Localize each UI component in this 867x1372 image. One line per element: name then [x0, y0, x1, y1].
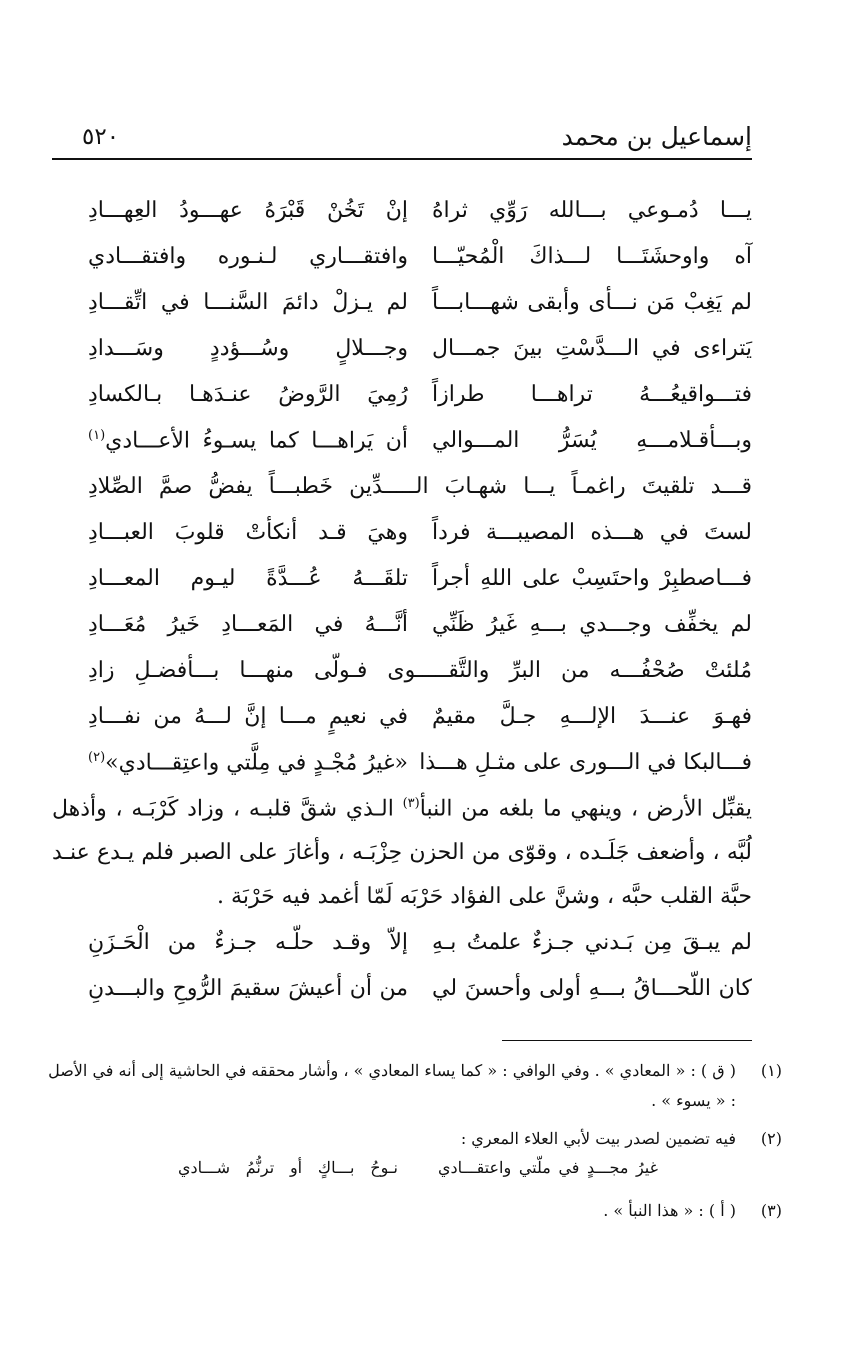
- verse-5: [88, 382, 752, 428]
- verse-text: «غيرُ مُجْـدٍ في مِلَّتي واعتِقـــادي»: [105, 750, 408, 776]
- footnote-text: ( أ ) : « هذا النبأ » .: [603, 1201, 736, 1220]
- prose-paragraph: [52, 782, 752, 919]
- poem-block-2: [88, 930, 752, 1022]
- verse-11: [88, 658, 752, 704]
- verse-second-hemistich: في نعيمٍ مـــا إنَّ لـــهُ من نفـــادِ: [88, 704, 408, 729]
- footnote-verse: [40, 1158, 782, 1188]
- footnote-marker: (٣): [402, 796, 420, 811]
- running-title: إسماعيل بن محمد: [561, 122, 752, 151]
- verse-8: [88, 520, 752, 566]
- footnote-verse-second: نـوحُ بـــاكٍ أو ترنُّمُ شـــادي: [178, 1158, 398, 1177]
- verse-first-hemistich: فتـــواقيعُـــهُ تراهـــا طرازاً: [432, 382, 752, 407]
- poem-block-1: [88, 198, 752, 796]
- verse-first-hemistich: فـــاصطبِرْ واحتَسِبْ على اللهِ أجراً: [432, 566, 752, 591]
- verse-first-hemistich: فـــالبكا في الـــورى على مثـلِ هـــذا: [419, 750, 752, 775]
- verse-3: [88, 290, 752, 336]
- footnote-number: (٣): [760, 1201, 782, 1220]
- verse-first-hemistich: وبـــأقـلامـــهِ يُسَرُّ المـــوالي: [432, 428, 752, 453]
- verse-first-hemistich: لم يخفِّف وجـــدي بـــهِ غَيرُ ظَنِّي: [432, 612, 752, 637]
- footnote-marker: (١): [88, 428, 106, 443]
- verse-first-hemistich: يـــا دُمـوعي بـــالله رَوِّي ثراهُ: [432, 198, 752, 223]
- verse-12: [88, 704, 752, 750]
- verse-full-line: مُلئتْ صُحْفُـــه من البرِّ والتَّقـــــوى فـولّى منهـــا بـــأفضـلِ زادِ: [88, 658, 752, 683]
- footnote-text: فيه تضمين لصدر بيت لأبي العلاء المعري :: [460, 1129, 736, 1148]
- verse-second-hemistich: إنْ تَخُنْ قَبْرَهُ عهـــودُ العِهـــادِ: [88, 198, 408, 223]
- verse-first-hemistich: كان اللّحـــاقُ بـــهِ أولى وأحسنَ لي: [432, 976, 752, 1001]
- footnote-3: [40, 1196, 782, 1226]
- verse-2: [88, 244, 752, 290]
- verse-first-hemistich: لستَ في هـــذه المصيبـــة فرداً: [432, 520, 752, 545]
- footnote-divider: [502, 1040, 752, 1041]
- verse-2: [88, 976, 752, 1022]
- verse-text: أن يَراهـــا كما يسـوءُ الأعـــادي: [105, 428, 408, 454]
- verse-6: [88, 428, 752, 474]
- verse-second-hemistich: تلقَـــهُ عُـــدَّةً ليـوم المعـــادِ: [88, 566, 408, 591]
- verse-1: [88, 930, 752, 976]
- verse-first-hemistich: يَتراءى في الـــدَّسْتِ بينَ جمـــال: [432, 336, 752, 361]
- footnotes: [40, 1048, 782, 1226]
- footnote-2: [40, 1124, 782, 1154]
- running-header: [52, 118, 752, 160]
- verse-full-line: قـــد تلقيتَ راغمـاً يـــا شهـابَ الـــــدِّين خَطبـــاً يفضُّ صمَّ الصِّلادِ: [88, 474, 752, 499]
- footnote-marker: (٢): [88, 750, 106, 765]
- verse-first-hemistich: لم يبـقَ مِن بَـدني جـزءٌ علمتُ بـهِ: [432, 930, 752, 955]
- verse-7: [88, 474, 752, 520]
- footnote-1: [40, 1056, 782, 1116]
- verse-second-hemistich: وافتقـــاري لـنـوره وافتقـــادي: [88, 244, 408, 269]
- footnote-number: (١): [760, 1061, 782, 1080]
- verse-second-hemistich: رُمِيَ الرَّوضُ عنـدَهـا بـالكسادِ: [88, 382, 408, 407]
- verse-second-hemistich: [88, 750, 408, 775]
- prose-text-start: يقبِّل الأرض ، وينهي ما بلغه من النبأ: [419, 796, 752, 822]
- verse-1: [88, 198, 752, 244]
- verse-second-hemistich: وجـــلالٍ وسُـــؤددٍ وسَـــدادِ: [88, 336, 408, 361]
- verse-second-hemistich: وهيَ قـد أنكأتْ قلوبَ العبـــادِ: [88, 520, 408, 545]
- verse-first-hemistich: لم يَغِبْ مَن نـــأى وأبقى شهـــابـــاً: [432, 290, 752, 315]
- verse-second-hemistich: إلاّ وقـد حلّـه جـزءٌ من الْحَـزَنِ: [88, 930, 408, 955]
- verse-first-hemistich: آه واوحشَتَـــا لـــذاكَ الْمُحيّـــا: [432, 244, 752, 269]
- verse-second-hemistich: [88, 428, 408, 453]
- verse-9: [88, 566, 752, 612]
- footnote-number: (٢): [760, 1129, 782, 1148]
- footnote-verse-first: غيرُ مجـــدٍ في ملّتي واعتقـــادي: [438, 1158, 658, 1177]
- verse-second-hemistich: لم يـزلْ دائمَ السَّنـــا في اتِّقـــادِ: [88, 290, 408, 315]
- verse-first-hemistich: فهـوَ عنـــدَ الإلـــهِ جـلَّ مقيمٌ: [432, 704, 752, 729]
- prose-text-rest: الـذي شقَّ قلبـه ، وزاد كَرْبَـه ، وأذهل لُبَّه ، وأضعف جَلَـده ، وقوّى من الحزن حِزْبَـه ، وأغارَ على الصبر فلم يـدع عنـد حبَّة القلب حبَّه ، وشنَّ على الفؤاد حَرْبَه لَمّا أغمد فيه حَرْبَة .: [52, 796, 752, 910]
- verse-second-hemistich: أنَّـــهُ في المَعـــادِ خَيرُ مُعَـــادِ: [88, 612, 408, 637]
- page-number: ٥٢٠: [82, 124, 120, 150]
- verse-second-hemistich: من أن أعيشَ سقيمَ الرُّوحِ والبـــدنِ: [88, 976, 408, 1001]
- verse-4: [88, 336, 752, 382]
- verse-10: [88, 612, 752, 658]
- footnote-text: ( ق ) : « المعادي » . وفي الوافي : « كما يساء المعادي » ، وأشار محققه في الحاشية إلى أنه في الأصل : « يسوء » .: [48, 1061, 736, 1110]
